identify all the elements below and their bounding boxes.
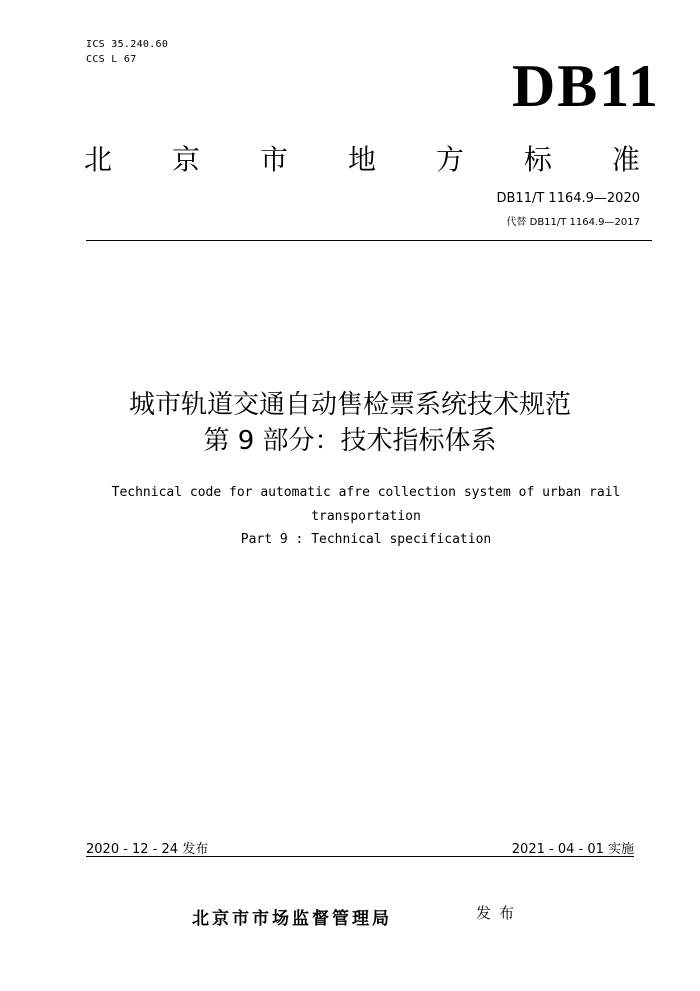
standard-type-char: 京 (171, 143, 200, 176)
standard-type-char: 市 (259, 143, 288, 176)
ccs-code: CCS L 67 (86, 54, 137, 65)
title-english-line1: Technical code for automatic afre collection system of urban rail (111, 485, 621, 500)
title-english-line2: transportation (311, 509, 421, 524)
standard-type-char: 准 (611, 143, 640, 176)
db11-logo: DB11 (511, 53, 660, 119)
issuing-authority: 北京市市场监督管理局 (192, 909, 392, 929)
title-chinese-line2: 第 9 部分：技术指标体系 (203, 426, 497, 456)
title-chinese-line1: 城市轨道交通自动售检票系统技术规范 (128, 390, 571, 420)
publish-label: 发布 (476, 904, 523, 922)
issue-date: 2020 - 12 - 24 发布 (86, 842, 209, 857)
header-divider (86, 240, 652, 241)
standard-type-char: 标 (523, 143, 552, 176)
standard-type-char: 地 (347, 143, 376, 176)
implementation-date: 2021 - 04 - 01 实施 (511, 842, 634, 857)
footer-divider (86, 856, 634, 857)
standard-type-char: 方 (435, 143, 464, 176)
ics-code: ICS 35.240.60 (86, 39, 169, 50)
standard-number: DB11/T 1164.9—2020 (496, 191, 640, 206)
standard-type-heading (84, 138, 640, 178)
title-english-line3: Part 9 : Technical specification (240, 532, 492, 547)
replaces-note: 代替 DB11/T 1164.9—2017 (506, 217, 640, 228)
standard-type-char: 北 (84, 143, 113, 176)
